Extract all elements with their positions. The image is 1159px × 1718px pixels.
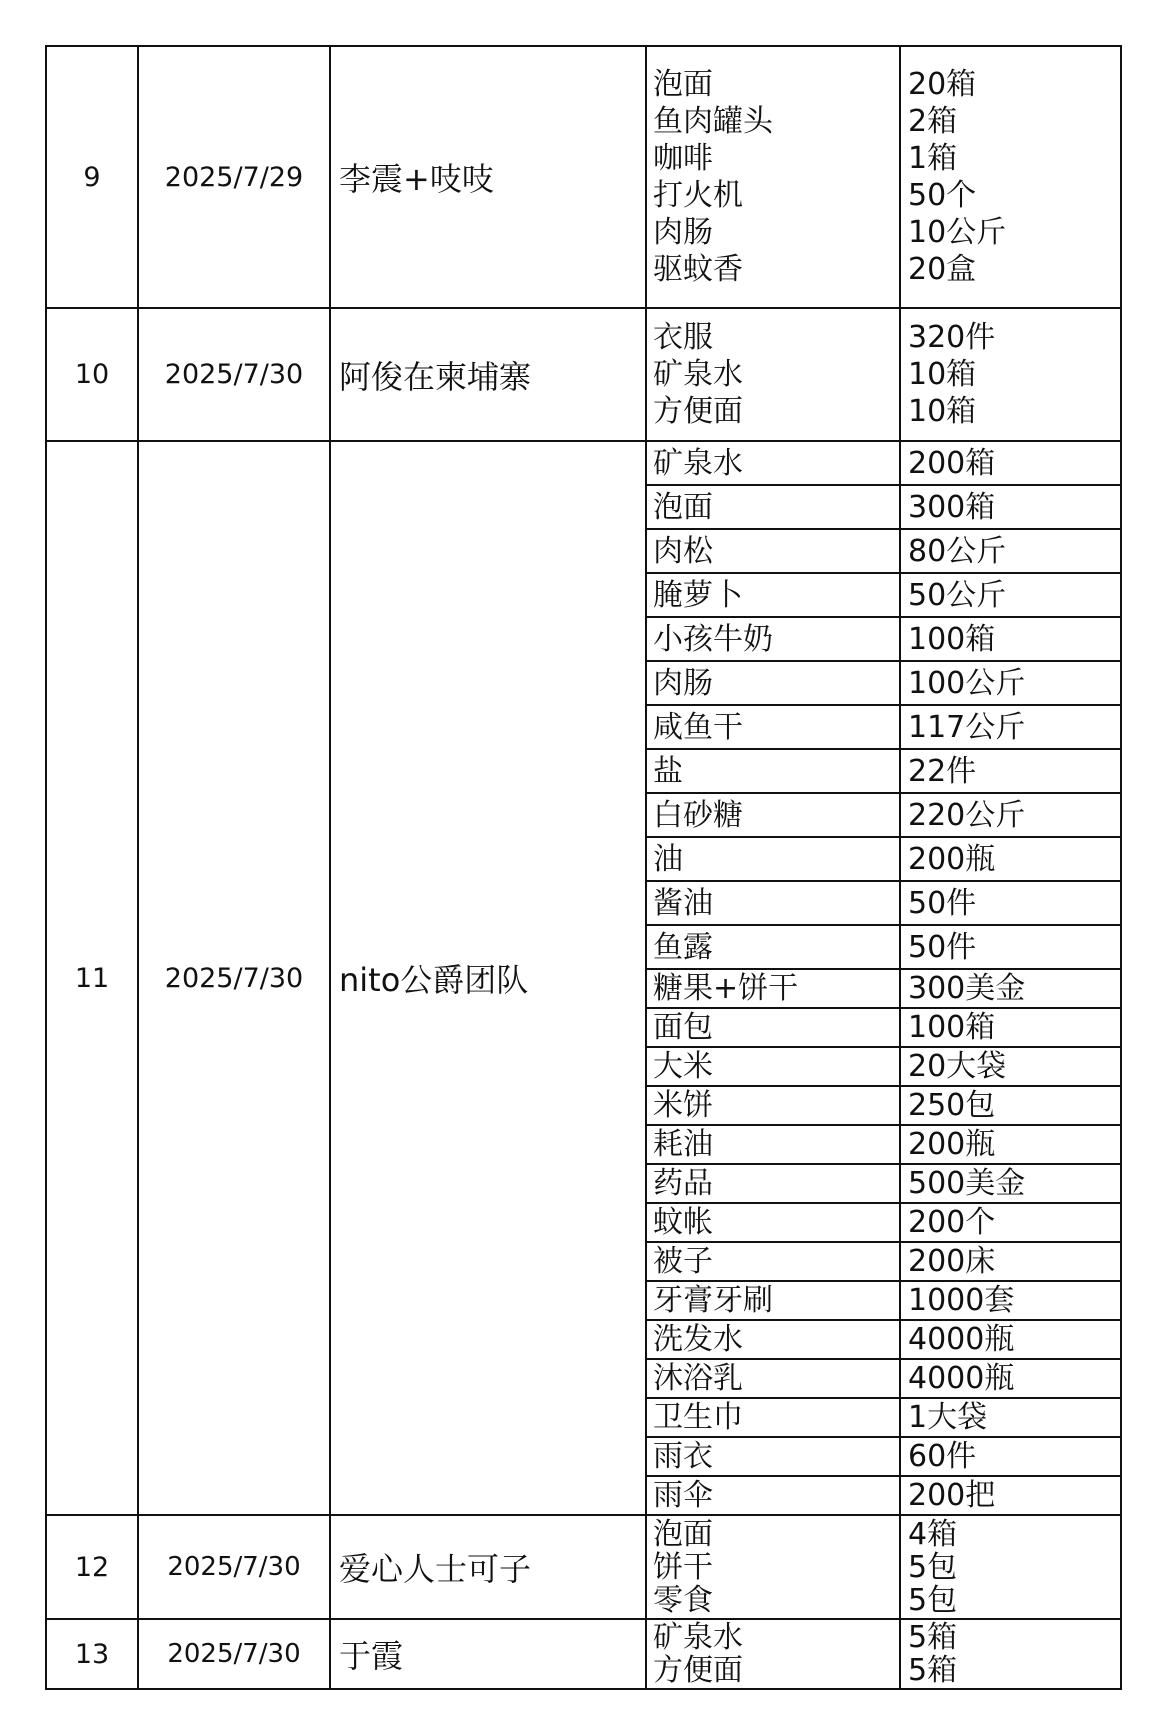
item-qty: 200把 — [900, 1476, 1121, 1515]
row-date: 2025/7/30 — [138, 1515, 330, 1619]
item-qty: 10公斤 — [908, 215, 1007, 250]
item-qty: 20盒 — [908, 252, 977, 287]
item-name: 泡面 — [646, 485, 900, 529]
item-name: 衣服 — [653, 320, 713, 355]
quantity-list — [900, 308, 1121, 441]
quantity-list — [900, 46, 1121, 308]
item-qty: 5箱 — [908, 1653, 958, 1688]
item-qty: 5箱 — [908, 1620, 958, 1655]
item-name: 肉肠 — [646, 661, 900, 705]
donor-name: 爱心人士可子 — [330, 1515, 646, 1619]
item-qty: 4000瓶 — [900, 1320, 1121, 1359]
table-row — [46, 1515, 1121, 1619]
item-qty: 1大袋 — [900, 1398, 1121, 1437]
item-name: 肉松 — [646, 529, 900, 573]
item-qty: 200瓶 — [900, 1125, 1121, 1164]
item-name: 打火机 — [653, 178, 743, 213]
row-date: 2025/7/30 — [138, 441, 330, 1515]
item-name: 泡面 — [653, 67, 713, 102]
item-qty: 4000瓶 — [900, 1359, 1121, 1398]
table-row — [46, 441, 1121, 485]
item-name: 油 — [646, 837, 900, 881]
item-name: 糖果+饼干 — [646, 969, 900, 1008]
item-name: 泡面 — [653, 1516, 713, 1552]
item-list — [646, 1515, 900, 1619]
item-name: 盐 — [646, 749, 900, 793]
donor-name: 于霞 — [330, 1619, 646, 1689]
item-name: 零食 — [653, 1582, 713, 1618]
item-qty: 220公斤 — [900, 793, 1121, 837]
item-qty: 100公斤 — [900, 661, 1121, 705]
item-list — [646, 46, 900, 308]
item-qty: 60件 — [900, 1437, 1121, 1476]
table-row — [46, 46, 1121, 308]
item-name: 面包 — [646, 1008, 900, 1047]
item-name: 方便面 — [653, 1653, 743, 1688]
item-qty: 117公斤 — [900, 705, 1121, 749]
row-number: 10 — [46, 308, 138, 441]
item-name: 蚊帐 — [646, 1203, 900, 1242]
item-qty: 50公斤 — [900, 573, 1121, 617]
item-name: 洗发水 — [646, 1320, 900, 1359]
row-date: 2025/7/30 — [138, 1619, 330, 1689]
item-name: 鱼露 — [646, 925, 900, 969]
item-qty: 50件 — [900, 925, 1121, 969]
item-qty: 200个 — [900, 1203, 1121, 1242]
item-name: 饼干 — [653, 1549, 713, 1585]
item-qty: 4箱 — [908, 1516, 958, 1552]
item-name: 牙膏牙刷 — [646, 1281, 900, 1320]
row-number: 13 — [46, 1619, 138, 1689]
item-qty: 80公斤 — [900, 529, 1121, 573]
item-qty: 300美金 — [900, 969, 1121, 1008]
item-qty: 5包 — [908, 1549, 958, 1585]
item-qty: 1000套 — [900, 1281, 1121, 1320]
item-list — [646, 308, 900, 441]
item-qty: 22件 — [900, 749, 1121, 793]
item-name: 米饼 — [646, 1086, 900, 1125]
item-name: 矿泉水 — [653, 357, 743, 392]
item-qty: 500美金 — [900, 1164, 1121, 1203]
item-name: 耗油 — [646, 1125, 900, 1164]
item-name: 咖啡 — [653, 141, 713, 176]
donor-name: 李震+吱吱 — [330, 46, 646, 308]
item-name: 白砂糖 — [646, 793, 900, 837]
item-name: 肉肠 — [653, 215, 713, 250]
item-qty: 200瓶 — [900, 837, 1121, 881]
item-name: 鱼肉罐头 — [653, 104, 773, 139]
item-qty: 100箱 — [900, 617, 1121, 661]
item-qty: 2箱 — [908, 104, 958, 139]
item-name: 雨衣 — [646, 1437, 900, 1476]
item-qty: 300箱 — [900, 485, 1121, 529]
item-name: 酱油 — [646, 881, 900, 925]
table-row — [46, 1619, 1121, 1689]
item-name: 卫生巾 — [646, 1398, 900, 1437]
item-qty: 100箱 — [900, 1008, 1121, 1047]
donor-name: 阿俊在柬埔寨 — [330, 308, 646, 441]
item-list — [646, 1619, 900, 1689]
item-name: 咸鱼干 — [646, 705, 900, 749]
quantity-list — [900, 1619, 1121, 1689]
item-name: 沐浴乳 — [646, 1359, 900, 1398]
item-qty: 10箱 — [908, 357, 977, 392]
item-name: 矿泉水 — [646, 441, 900, 485]
donation-table — [45, 45, 1122, 1690]
row-date: 2025/7/29 — [138, 46, 330, 308]
item-qty: 5包 — [908, 1582, 958, 1618]
item-name: 方便面 — [653, 394, 743, 429]
item-qty: 20大袋 — [900, 1047, 1121, 1086]
donor-name: nito公爵团队 — [330, 441, 646, 1515]
item-name: 小孩牛奶 — [646, 617, 900, 661]
row-date: 2025/7/30 — [138, 308, 330, 441]
row-number: 12 — [46, 1515, 138, 1619]
item-name: 大米 — [646, 1047, 900, 1086]
item-qty: 20箱 — [908, 67, 977, 102]
row-number: 11 — [46, 441, 138, 1515]
item-qty: 200床 — [900, 1242, 1121, 1281]
item-qty: 10箱 — [908, 394, 977, 429]
item-name: 驱蚊香 — [653, 252, 743, 287]
row-number: 9 — [46, 46, 138, 308]
item-qty: 1箱 — [908, 141, 958, 176]
quantity-list — [900, 1515, 1121, 1619]
item-name: 雨伞 — [646, 1476, 900, 1515]
item-qty: 320件 — [908, 320, 996, 355]
item-name: 药品 — [646, 1164, 900, 1203]
item-qty: 50个 — [908, 178, 977, 213]
item-name: 腌萝卜 — [646, 573, 900, 617]
item-qty: 250包 — [900, 1086, 1121, 1125]
item-qty: 50件 — [900, 881, 1121, 925]
item-qty: 200箱 — [900, 441, 1121, 485]
item-name: 被子 — [646, 1242, 900, 1281]
table-row — [46, 308, 1121, 441]
item-name: 矿泉水 — [653, 1620, 743, 1655]
